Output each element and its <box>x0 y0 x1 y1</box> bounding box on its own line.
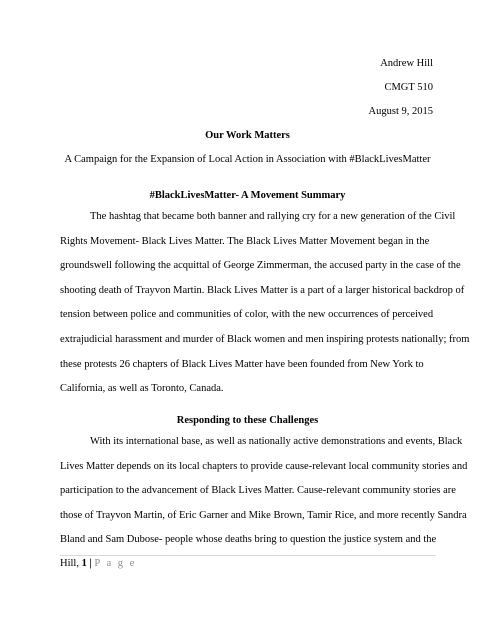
paragraph-line: With its international base, as well as nationally active demonstrations and events, Black <box>90 436 463 447</box>
document-date: August 9, 2015 <box>368 106 433 117</box>
paragraph-movement-summary <box>60 205 470 402</box>
paragraph-line: groundswell following the acquittal of George Zimmerman, the accused party in the case of the <box>60 260 461 272</box>
section-heading-responding: Responding to these Challenges <box>176 415 319 426</box>
footer-author: Hill, <box>60 558 79 569</box>
paragraph-line: participation to the advancement of Black Lives Matter. Cause-relevant community stories are <box>60 485 456 497</box>
document-subtitle: A Campaign for the Expansion of Local Action in Association with #BlackLivesMatter <box>64 154 431 165</box>
footer-page-label: P a g e <box>94 558 137 569</box>
author-name: Andrew Hill <box>380 58 433 69</box>
page-footer <box>60 558 136 569</box>
footer-separator: | <box>89 558 92 569</box>
paragraph-line: The hashtag that became both banner and rallying cry for a new generation of the Civil <box>90 211 456 222</box>
course-code: CMGT 510 <box>384 82 433 93</box>
paragraph-line: extrajudicial harassment and murder of Black women and men inspiring protests nationally; from <box>60 333 470 345</box>
paragraph-line: Lives Matter depends on its local chapters to provide cause-relevant local community stories and <box>60 460 468 472</box>
paragraph-line: California, as well as Toronto, Canada. <box>60 383 224 395</box>
paragraph-responding <box>60 430 468 553</box>
footer-divider <box>60 555 436 556</box>
footer-page-number: 1 <box>81 558 87 569</box>
section-heading-movement-summary: #BlackLivesMatter- A Movement Summary <box>149 190 346 201</box>
paragraph-line: Rights Movement- Black Lives Matter. The Black Lives Matter Movement began in the <box>60 235 430 247</box>
paragraph-line: tension between police and communities of color, with the new occurrences of perceived <box>60 309 434 321</box>
paragraph-line: Bland and Sam Dubose- people whose deaths bring to question the justice system and the <box>60 534 437 546</box>
document-title: Our Work Matters <box>205 130 290 141</box>
paragraph-line: those of Trayvon Martin, of Eric Garner and Mike Brown, Tamir Rice, and more recently Sandra <box>60 509 467 521</box>
paragraph-line: these protests 26 chapters of Black Lives Matter have been founded from New York to <box>60 358 424 370</box>
paragraph-line: shooting death of Trayvon Martin. Black Lives Matter is a part of a larger historical backdrop of <box>60 284 465 296</box>
